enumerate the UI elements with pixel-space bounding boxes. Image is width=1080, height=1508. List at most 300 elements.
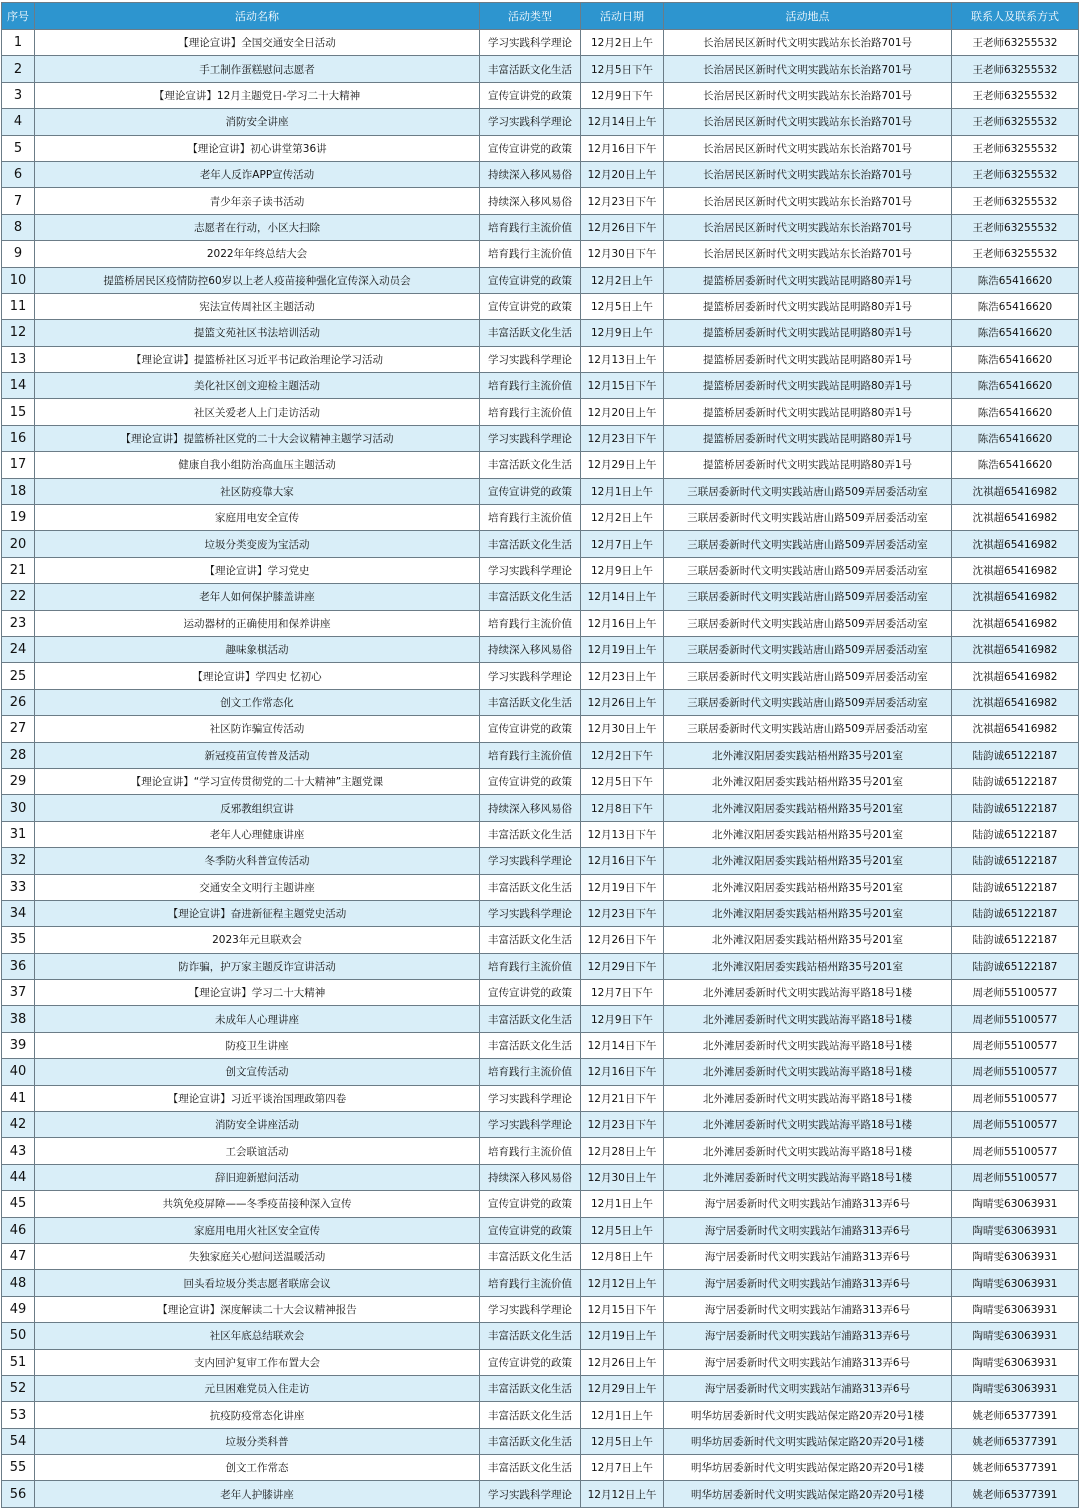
cell-activity-location: 海宁居委新时代文明实践站乍浦路313弄6号 xyxy=(664,1323,952,1349)
cell-index: 27 xyxy=(2,716,35,742)
cell-activity-date: 12月29日上午 xyxy=(581,452,664,478)
cell-activity-date: 12月28日上午 xyxy=(581,1138,664,1164)
cell-activity-location: 长治居民区新时代文明实践站东长治路701号 xyxy=(664,214,952,240)
cell-activity-location: 海宁居委新时代文明实践站乍浦路313弄6号 xyxy=(664,1270,952,1296)
cell-activity-location: 海宁居委新时代文明实践站乍浦路313弄6号 xyxy=(664,1217,952,1243)
table-row xyxy=(2,30,1079,56)
cell-activity-location: 北外滩居委新时代文明实践站海平路18号1楼 xyxy=(664,1006,952,1032)
table-row xyxy=(2,188,1079,214)
cell-activity-date: 12月14日上午 xyxy=(581,584,664,610)
cell-activity-location: 提篮桥居委新时代文明实践站昆明路80弄1号 xyxy=(664,399,952,425)
cell-activity-name: 防疫卫生讲座 xyxy=(35,1032,480,1058)
header-row xyxy=(2,3,1079,30)
cell-activity-type: 宣传宣讲党的政策 xyxy=(480,1217,581,1243)
cell-activity-type: 丰富活跃文化生活 xyxy=(480,821,581,847)
cell-activity-date: 12月19日上午 xyxy=(581,636,664,662)
cell-activity-name: 【理论宣讲】奋进新征程主题党史活动 xyxy=(35,900,480,926)
cell-activity-date: 12月5日下午 xyxy=(581,768,664,794)
cell-activity-type: 丰富活跃文化生活 xyxy=(480,689,581,715)
cell-activity-name: 【理论宣讲】全国交通安全日活动 xyxy=(35,30,480,56)
cell-activity-location: 北外滩居委新时代文明实践站海平路18号1楼 xyxy=(664,1112,952,1138)
cell-activity-name: 社区年底总结联欢会 xyxy=(35,1323,480,1349)
cell-activity-name: 创文工作常态化 xyxy=(35,689,480,715)
cell-activity-location: 长治居民区新时代文明实践站东长治路701号 xyxy=(664,241,952,267)
cell-activity-type: 培育践行主流价值 xyxy=(480,373,581,399)
table-row xyxy=(2,267,1079,293)
cell-activity-name: 冬季防火科普宣传活动 xyxy=(35,848,480,874)
cell-index: 34 xyxy=(2,900,35,926)
cell-activity-type: 学习实践科学理论 xyxy=(480,30,581,56)
cell-activity-type: 丰富活跃文化生活 xyxy=(480,584,581,610)
cell-activity-type: 宣传宣讲党的政策 xyxy=(480,267,581,293)
table-body xyxy=(2,30,1079,1508)
cell-index: 20 xyxy=(2,531,35,557)
cell-activity-name: 【理论宣讲】12月主题党日-学习二十大精神 xyxy=(35,82,480,108)
cell-activity-location: 海宁居委新时代文明实践站乍浦路313弄6号 xyxy=(664,1296,952,1322)
cell-activity-type: 培育践行主流价值 xyxy=(480,1270,581,1296)
cell-activity-name: 回头看垃圾分类志愿者联席会议 xyxy=(35,1270,480,1296)
cell-activity-location: 明华坊居委新时代文明实践站保定路20弄20号1楼 xyxy=(664,1428,952,1454)
cell-contact: 王老师63255532 xyxy=(952,30,1079,56)
cell-activity-type: 宣传宣讲党的政策 xyxy=(480,1191,581,1217)
cell-activity-location: 北外滩汉阳居委实践站梧州路35号201室 xyxy=(664,848,952,874)
cell-index: 31 xyxy=(2,821,35,847)
cell-contact: 陈浩65416620 xyxy=(952,346,1079,372)
cell-activity-type: 培育践行主流价值 xyxy=(480,742,581,768)
cell-contact: 沈祺超65416982 xyxy=(952,478,1079,504)
cell-index: 28 xyxy=(2,742,35,768)
cell-activity-type: 学习实践科学理论 xyxy=(480,346,581,372)
cell-activity-name: 【理论宣讲】提篮桥社区党的二十大会议精神主题学习活动 xyxy=(35,425,480,451)
table-row xyxy=(2,1323,1079,1349)
cell-contact: 姚老师65377391 xyxy=(952,1481,1079,1507)
cell-activity-type: 培育践行主流价值 xyxy=(480,399,581,425)
table-row xyxy=(2,505,1079,531)
cell-contact: 陆韵诚65122187 xyxy=(952,821,1079,847)
cell-contact: 沈祺超65416982 xyxy=(952,610,1079,636)
cell-activity-type: 持续深入移风易俗 xyxy=(480,636,581,662)
cell-activity-date: 12月2日下午 xyxy=(581,742,664,768)
cell-activity-location: 长治居民区新时代文明实践站东长治路701号 xyxy=(664,30,952,56)
cell-activity-name: 【理论宣讲】深度解读二十大会议精神报告 xyxy=(35,1296,480,1322)
cell-index: 21 xyxy=(2,557,35,583)
cell-activity-date: 12月5日上午 xyxy=(581,293,664,319)
table-row xyxy=(2,293,1079,319)
cell-activity-type: 学习实践科学理论 xyxy=(480,900,581,926)
cell-index: 43 xyxy=(2,1138,35,1164)
cell-activity-type: 学习实践科学理论 xyxy=(480,663,581,689)
cell-activity-date: 12月13日下午 xyxy=(581,821,664,847)
cell-contact: 陈浩65416620 xyxy=(952,425,1079,451)
cell-activity-name: 社区防疫靠大家 xyxy=(35,478,480,504)
cell-contact: 陈浩65416620 xyxy=(952,293,1079,319)
cell-activity-date: 12月16日下午 xyxy=(581,848,664,874)
table-row xyxy=(2,1349,1079,1375)
cell-index: 19 xyxy=(2,505,35,531)
cell-contact: 周老师55100577 xyxy=(952,1006,1079,1032)
cell-activity-location: 三联居委新时代文明实践站唐山路509弄居委活动室 xyxy=(664,610,952,636)
cell-index: 2 xyxy=(2,56,35,82)
cell-index: 15 xyxy=(2,399,35,425)
table-row xyxy=(2,82,1079,108)
cell-activity-location: 北外滩居委新时代文明实践站海平路18号1楼 xyxy=(664,980,952,1006)
cell-activity-date: 12月30日上午 xyxy=(581,1164,664,1190)
cell-activity-type: 持续深入移风易俗 xyxy=(480,795,581,821)
cell-activity-type: 丰富活跃文化生活 xyxy=(480,1006,581,1032)
cell-index: 44 xyxy=(2,1164,35,1190)
cell-contact: 王老师63255532 xyxy=(952,214,1079,240)
cell-activity-location: 海宁居委新时代文明实践站乍浦路313弄6号 xyxy=(664,1191,952,1217)
cell-index: 38 xyxy=(2,1006,35,1032)
table-row xyxy=(2,1112,1079,1138)
cell-activity-date: 12月15日下午 xyxy=(581,373,664,399)
cell-activity-name: 辞旧迎新慰问活动 xyxy=(35,1164,480,1190)
cell-contact: 沈祺超65416982 xyxy=(952,557,1079,583)
cell-activity-type: 持续深入移风易俗 xyxy=(480,188,581,214)
cell-activity-name: 【理论宣讲】学习党史 xyxy=(35,557,480,583)
cell-index: 18 xyxy=(2,478,35,504)
cell-activity-type: 宣传宣讲党的政策 xyxy=(480,716,581,742)
cell-activity-type: 学习实践科学理论 xyxy=(480,848,581,874)
cell-activity-location: 北外滩汉阳居委实践站梧州路35号201室 xyxy=(664,927,952,953)
cell-contact: 周老师55100577 xyxy=(952,1085,1079,1111)
cell-activity-location: 明华坊居委新时代文明实践站保定路20弄20号1楼 xyxy=(664,1402,952,1428)
cell-activity-date: 12月20日上午 xyxy=(581,399,664,425)
cell-index: 16 xyxy=(2,425,35,451)
cell-activity-name: 2023年元旦联欢会 xyxy=(35,927,480,953)
table-row xyxy=(2,1270,1079,1296)
cell-contact: 陆韵诚65122187 xyxy=(952,900,1079,926)
table-row xyxy=(2,1085,1079,1111)
cell-activity-type: 持续深入移风易俗 xyxy=(480,1164,581,1190)
cell-activity-name: 青少年亲子读书活动 xyxy=(35,188,480,214)
cell-activity-name: 反邪教组织宣讲 xyxy=(35,795,480,821)
header-contact: 联系人及联系方式 xyxy=(952,3,1079,30)
cell-activity-type: 丰富活跃文化生活 xyxy=(480,1323,581,1349)
cell-contact: 陈浩65416620 xyxy=(952,267,1079,293)
cell-activity-name: 【理论宣讲】提篮桥社区习近平书记政治理论学习活动 xyxy=(35,346,480,372)
table-row xyxy=(2,452,1079,478)
cell-activity-date: 12月21日下午 xyxy=(581,1085,664,1111)
cell-activity-name: 提篮桥居民区疫情防控60岁以上老人疫苗接种强化宣传深入动员会 xyxy=(35,267,480,293)
cell-activity-date: 12月26日下午 xyxy=(581,927,664,953)
cell-index: 17 xyxy=(2,452,35,478)
cell-contact: 沈祺超65416982 xyxy=(952,689,1079,715)
header-activity-type: 活动类型 xyxy=(480,3,581,30)
table-row xyxy=(2,214,1079,240)
cell-activity-date: 12月26日下午 xyxy=(581,214,664,240)
cell-activity-location: 三联居委新时代文明实践站唐山路509弄居委活动室 xyxy=(664,531,952,557)
cell-index: 32 xyxy=(2,848,35,874)
cell-contact: 周老师55100577 xyxy=(952,1032,1079,1058)
cell-activity-location: 长治居民区新时代文明实践站东长治路701号 xyxy=(664,82,952,108)
cell-activity-location: 海宁居委新时代文明实践站乍浦路313弄6号 xyxy=(664,1243,952,1269)
cell-activity-name: 支内回沪复审工作布置大会 xyxy=(35,1349,480,1375)
cell-activity-date: 12月7日下午 xyxy=(581,980,664,1006)
cell-activity-date: 12月30日下午 xyxy=(581,241,664,267)
table-row xyxy=(2,56,1079,82)
table-row xyxy=(2,821,1079,847)
cell-activity-location: 三联居委新时代文明实践站唐山路509弄居委活动室 xyxy=(664,557,952,583)
cell-activity-name: 2022年年终总结大会 xyxy=(35,241,480,267)
table-row xyxy=(2,1138,1079,1164)
cell-contact: 姚老师65377391 xyxy=(952,1428,1079,1454)
table-row xyxy=(2,1164,1079,1190)
cell-activity-date: 12月15日下午 xyxy=(581,1296,664,1322)
cell-contact: 周老师55100577 xyxy=(952,1138,1079,1164)
cell-index: 12 xyxy=(2,320,35,346)
cell-index: 22 xyxy=(2,584,35,610)
cell-activity-date: 12月26日上午 xyxy=(581,689,664,715)
cell-index: 48 xyxy=(2,1270,35,1296)
cell-activity-date: 12月9日下午 xyxy=(581,1006,664,1032)
table-row xyxy=(2,109,1079,135)
cell-activity-date: 12月9日上午 xyxy=(581,557,664,583)
cell-activity-date: 12月23日下午 xyxy=(581,188,664,214)
cell-activity-date: 12月16日上午 xyxy=(581,610,664,636)
cell-activity-name: 未成年人心理讲座 xyxy=(35,1006,480,1032)
cell-activity-type: 丰富活跃文化生活 xyxy=(480,1428,581,1454)
cell-activity-type: 丰富活跃文化生活 xyxy=(480,1455,581,1481)
cell-activity-type: 学习实践科学理论 xyxy=(480,1481,581,1507)
cell-contact: 陈浩65416620 xyxy=(952,399,1079,425)
header-activity-location: 活动地点 xyxy=(664,3,952,30)
cell-index: 35 xyxy=(2,927,35,953)
cell-activity-name: 【理论宣讲】习近平谈治国理政第四卷 xyxy=(35,1085,480,1111)
table-row xyxy=(2,1243,1079,1269)
cell-activity-location: 三联居委新时代文明实践站唐山路509弄居委活动室 xyxy=(664,716,952,742)
cell-activity-date: 12月1日上午 xyxy=(581,1402,664,1428)
table-row xyxy=(2,135,1079,161)
table-row xyxy=(2,557,1079,583)
cell-contact: 陶晴雯63063931 xyxy=(952,1191,1079,1217)
table-row xyxy=(2,663,1079,689)
cell-activity-location: 北外滩汉阳居委实践站梧州路35号201室 xyxy=(664,900,952,926)
cell-activity-name: 手工制作蛋糕慰问志愿者 xyxy=(35,56,480,82)
cell-activity-type: 丰富活跃文化生活 xyxy=(480,320,581,346)
cell-activity-type: 宣传宣讲党的政策 xyxy=(480,768,581,794)
cell-index: 8 xyxy=(2,214,35,240)
cell-index: 3 xyxy=(2,82,35,108)
cell-activity-name: 垃圾分类变废为宝活动 xyxy=(35,531,480,557)
cell-activity-location: 三联居委新时代文明实践站唐山路509弄居委活动室 xyxy=(664,689,952,715)
cell-activity-date: 12月20日上午 xyxy=(581,161,664,187)
cell-activity-name: 新冠疫苗宣传普及活动 xyxy=(35,742,480,768)
cell-activity-name: 社区关爱老人上门走访活动 xyxy=(35,399,480,425)
cell-activity-date: 12月26日上午 xyxy=(581,1349,664,1375)
cell-contact: 陶晴雯63063931 xyxy=(952,1296,1079,1322)
cell-index: 54 xyxy=(2,1428,35,1454)
cell-activity-date: 12月23日下午 xyxy=(581,900,664,926)
cell-activity-date: 12月23日上午 xyxy=(581,663,664,689)
cell-activity-date: 12月16日下午 xyxy=(581,135,664,161)
cell-index: 55 xyxy=(2,1455,35,1481)
cell-activity-name: 【理论宣讲】“学习宣传贯彻党的二十大精神”主题党课 xyxy=(35,768,480,794)
cell-activity-date: 12月7日上午 xyxy=(581,531,664,557)
cell-activity-name: 【理论宣讲】学四史 忆初心 xyxy=(35,663,480,689)
cell-index: 49 xyxy=(2,1296,35,1322)
cell-activity-type: 宣传宣讲党的政策 xyxy=(480,82,581,108)
cell-index: 6 xyxy=(2,161,35,187)
cell-activity-type: 丰富活跃文化生活 xyxy=(480,56,581,82)
table-row xyxy=(2,346,1079,372)
cell-activity-name: 老年人如何保护膝盖讲座 xyxy=(35,584,480,610)
cell-index: 10 xyxy=(2,267,35,293)
table-row xyxy=(2,1032,1079,1058)
cell-activity-type: 丰富活跃文化生活 xyxy=(480,1402,581,1428)
cell-activity-type: 宣传宣讲党的政策 xyxy=(480,980,581,1006)
cell-index: 45 xyxy=(2,1191,35,1217)
table-row xyxy=(2,953,1079,979)
cell-activity-type: 丰富活跃文化生活 xyxy=(480,452,581,478)
cell-activity-name: 运动器材的正确使用和保养讲座 xyxy=(35,610,480,636)
cell-activity-date: 12月9日下午 xyxy=(581,82,664,108)
cell-activity-name: 工会联谊活动 xyxy=(35,1138,480,1164)
table-row xyxy=(2,1455,1079,1481)
cell-activity-location: 北外滩汉阳居委实践站梧州路35号201室 xyxy=(664,742,952,768)
cell-activity-location: 提篮桥居委新时代文明实践站昆明路80弄1号 xyxy=(664,373,952,399)
cell-activity-type: 学习实践科学理论 xyxy=(480,1112,581,1138)
cell-activity-date: 12月30日上午 xyxy=(581,716,664,742)
cell-contact: 沈祺超65416982 xyxy=(952,636,1079,662)
cell-activity-name: 【理论宣讲】学习二十大精神 xyxy=(35,980,480,1006)
cell-activity-type: 宣传宣讲党的政策 xyxy=(480,478,581,504)
cell-activity-name: 社区防诈骗宣传活动 xyxy=(35,716,480,742)
cell-activity-name: 创文工作常态 xyxy=(35,1455,480,1481)
cell-activity-type: 培育践行主流价值 xyxy=(480,505,581,531)
cell-activity-type: 学习实践科学理论 xyxy=(480,557,581,583)
table-row xyxy=(2,399,1079,425)
cell-index: 51 xyxy=(2,1349,35,1375)
table-row xyxy=(2,874,1079,900)
table-row xyxy=(2,584,1079,610)
cell-activity-date: 12月12日上午 xyxy=(581,1270,664,1296)
cell-index: 50 xyxy=(2,1323,35,1349)
table-row xyxy=(2,373,1079,399)
cell-activity-location: 提篮桥居委新时代文明实践站昆明路80弄1号 xyxy=(664,425,952,451)
cell-activity-name: 【理论宣讲】初心讲堂第36讲 xyxy=(35,135,480,161)
cell-contact: 陆韵诚65122187 xyxy=(952,742,1079,768)
cell-activity-name: 垃圾分类科普 xyxy=(35,1428,480,1454)
cell-contact: 陈浩65416620 xyxy=(952,373,1079,399)
cell-activity-date: 12月12日上午 xyxy=(581,1481,664,1507)
cell-contact: 沈祺超65416982 xyxy=(952,584,1079,610)
cell-activity-location: 提篮桥居委新时代文明实践站昆明路80弄1号 xyxy=(664,293,952,319)
table-row xyxy=(2,636,1079,662)
cell-index: 24 xyxy=(2,636,35,662)
cell-contact: 王老师63255532 xyxy=(952,161,1079,187)
cell-activity-type: 宣传宣讲党的政策 xyxy=(480,1349,581,1375)
cell-activity-location: 北外滩汉阳居委实践站梧州路35号201室 xyxy=(664,795,952,821)
cell-activity-type: 宣传宣讲党的政策 xyxy=(480,293,581,319)
cell-index: 47 xyxy=(2,1243,35,1269)
cell-activity-location: 北外滩居委新时代文明实践站海平路18号1楼 xyxy=(664,1164,952,1190)
cell-index: 29 xyxy=(2,768,35,794)
cell-index: 7 xyxy=(2,188,35,214)
cell-contact: 陆韵诚65122187 xyxy=(952,874,1079,900)
cell-activity-location: 明华坊居委新时代文明实践站保定路20弄20号1楼 xyxy=(664,1455,952,1481)
cell-index: 11 xyxy=(2,293,35,319)
table-row xyxy=(2,1402,1079,1428)
cell-activity-location: 长治居民区新时代文明实践站东长治路701号 xyxy=(664,135,952,161)
cell-index: 13 xyxy=(2,346,35,372)
table-row xyxy=(2,320,1079,346)
cell-contact: 陆韵诚65122187 xyxy=(952,848,1079,874)
cell-activity-date: 12月8日下午 xyxy=(581,795,664,821)
cell-contact: 王老师63255532 xyxy=(952,109,1079,135)
cell-activity-type: 丰富活跃文化生活 xyxy=(480,874,581,900)
cell-contact: 王老师63255532 xyxy=(952,56,1079,82)
cell-index: 39 xyxy=(2,1032,35,1058)
cell-contact: 王老师63255532 xyxy=(952,188,1079,214)
cell-activity-name: 老年人心理健康讲座 xyxy=(35,821,480,847)
cell-activity-name: 消防安全讲座活动 xyxy=(35,1112,480,1138)
cell-activity-name: 元旦困难党员入住走访 xyxy=(35,1375,480,1401)
cell-activity-location: 北外滩汉阳居委实践站梧州路35号201室 xyxy=(664,874,952,900)
cell-activity-type: 丰富活跃文化生活 xyxy=(480,1032,581,1058)
table-row xyxy=(2,689,1079,715)
cell-activity-name: 创文宣传活动 xyxy=(35,1059,480,1085)
cell-contact: 周老师55100577 xyxy=(952,1112,1079,1138)
cell-activity-name: 美化社区创文迎检主题活动 xyxy=(35,373,480,399)
table-row xyxy=(2,927,1079,953)
cell-activity-date: 12月5日上午 xyxy=(581,1428,664,1454)
cell-index: 26 xyxy=(2,689,35,715)
cell-index: 56 xyxy=(2,1481,35,1507)
table-row xyxy=(2,768,1079,794)
cell-activity-location: 三联居委新时代文明实践站唐山路509弄居委活动室 xyxy=(664,478,952,504)
table-row xyxy=(2,980,1079,1006)
cell-index: 46 xyxy=(2,1217,35,1243)
cell-contact: 沈祺超65416982 xyxy=(952,531,1079,557)
cell-activity-date: 12月19日上午 xyxy=(581,1323,664,1349)
table-row xyxy=(2,1481,1079,1507)
table-row xyxy=(2,478,1079,504)
header-index: 序号 xyxy=(2,3,35,30)
cell-index: 37 xyxy=(2,980,35,1006)
cell-activity-location: 提篮桥居委新时代文明实践站昆明路80弄1号 xyxy=(664,346,952,372)
cell-activity-name: 老年人反诈APP宣传活动 xyxy=(35,161,480,187)
cell-activity-name: 共筑免疫屏障——冬季疫苗接种深入宣传 xyxy=(35,1191,480,1217)
cell-activity-name: 宪法宣传周社区主题活动 xyxy=(35,293,480,319)
cell-activity-location: 提篮桥居委新时代文明实践站昆明路80弄1号 xyxy=(664,320,952,346)
cell-index: 25 xyxy=(2,663,35,689)
cell-activity-type: 学习实践科学理论 xyxy=(480,1085,581,1111)
cell-activity-date: 12月14日上午 xyxy=(581,109,664,135)
cell-index: 41 xyxy=(2,1085,35,1111)
cell-index: 9 xyxy=(2,241,35,267)
header-activity-name: 活动名称 xyxy=(35,3,480,30)
cell-activity-location: 长治居民区新时代文明实践站东长治路701号 xyxy=(664,109,952,135)
cell-activity-name: 健康自我小组防治高血压主题活动 xyxy=(35,452,480,478)
header-activity-date: 活动日期 xyxy=(581,3,664,30)
cell-activity-date: 12月2日上午 xyxy=(581,505,664,531)
cell-activity-location: 北外滩汉阳居委实践站梧州路35号201室 xyxy=(664,768,952,794)
cell-activity-name: 防诈骗，护万家主题反诈宣讲活动 xyxy=(35,953,480,979)
table-row xyxy=(2,848,1079,874)
cell-contact: 姚老师65377391 xyxy=(952,1455,1079,1481)
table-row xyxy=(2,531,1079,557)
table-row xyxy=(2,795,1079,821)
cell-activity-date: 12月5日上午 xyxy=(581,1217,664,1243)
cell-activity-name: 家庭用电安全宣传 xyxy=(35,505,480,531)
cell-contact: 周老师55100577 xyxy=(952,1164,1079,1190)
table-row xyxy=(2,610,1079,636)
cell-activity-type: 培育践行主流价值 xyxy=(480,1059,581,1085)
cell-contact: 陆韵诚65122187 xyxy=(952,927,1079,953)
cell-index: 40 xyxy=(2,1059,35,1085)
cell-activity-location: 北外滩居委新时代文明实践站海平路18号1楼 xyxy=(664,1032,952,1058)
